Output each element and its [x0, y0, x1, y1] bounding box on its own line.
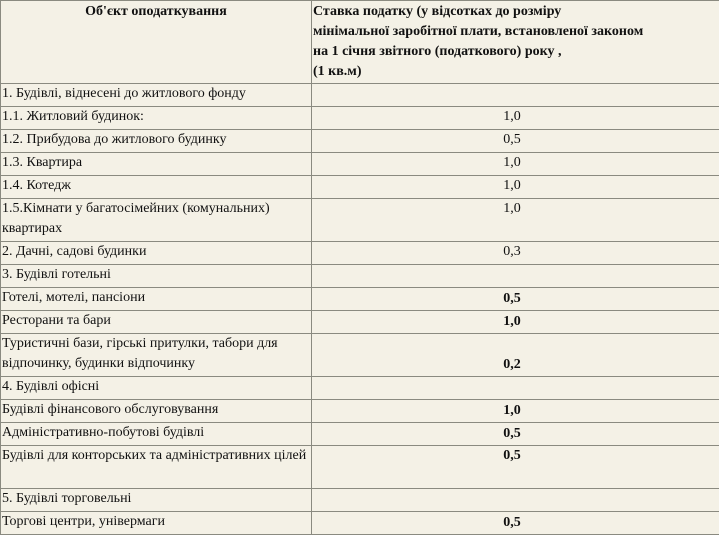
table-row: [1, 84, 719, 107]
rate-header-line: мінімальної заробітної плати, встановленої законом: [313, 22, 718, 42]
rate-value: 0,5: [503, 424, 521, 444]
table-row: [1, 176, 719, 199]
table-row: [1, 288, 719, 311]
table-row: [1, 311, 719, 334]
rate-cell: [312, 377, 719, 400]
rate-cell: [312, 288, 719, 311]
rate-value: 0,5: [503, 130, 521, 150]
rate-cell: [312, 334, 719, 377]
rate-cell: [312, 153, 719, 176]
table-row: [1, 199, 719, 242]
rate-cell: [312, 199, 719, 242]
table-row: [1, 446, 719, 489]
rate-value: 1,0: [503, 176, 521, 196]
table-row: [1, 130, 719, 153]
object-cell: 3. Будівлі готельні: [1, 265, 312, 288]
table-row: [1, 334, 719, 377]
table-row: [1, 489, 719, 512]
rate-value: 1,0: [503, 199, 521, 219]
rate-header-line: Ставка податку (у відсотках до розміру: [313, 2, 718, 22]
object-cell: 4. Будівлі офісні: [1, 377, 312, 400]
object-cell: Готелі, мотелі, пансіони: [1, 288, 312, 311]
object-cell: 1.3. Квартира: [1, 153, 312, 176]
rate-value: 0,5: [503, 513, 521, 533]
object-cell: Адміністративно-побутові будівлі: [1, 423, 312, 446]
rate-value: 1,0: [503, 312, 521, 332]
rate-cell: [312, 512, 719, 535]
rate-cell: [312, 265, 719, 288]
table-row: [1, 153, 719, 176]
rate-cell: [312, 84, 719, 107]
table-row: [1, 400, 719, 423]
object-cell: 1.4. Котедж: [1, 176, 312, 199]
table-row: [1, 377, 719, 400]
rate-header-line: на 1 січня звітного (податкового) року ,: [313, 42, 718, 62]
object-cell: Туристичні бази, гірські притулки, табори для відпочинку, будинки відпочинку: [1, 334, 312, 377]
rate-cell: [312, 400, 719, 423]
object-cell: 1.2. Прибудова до житлового будинку: [1, 130, 312, 153]
table-row: [1, 423, 719, 446]
rate-cell: [312, 423, 719, 446]
object-cell: 1. Будівлі, віднесені до житлового фонду: [1, 84, 312, 107]
rate-value: 1,0: [503, 107, 521, 127]
object-cell: Будівлі для конторських та адміністративних цілей: [1, 446, 312, 489]
table-row: [1, 512, 719, 535]
rate-cell: [312, 489, 719, 512]
object-cell: 5. Будівлі торговельні: [1, 489, 312, 512]
table-header-row: [1, 1, 719, 84]
rate-value: 1,0: [503, 153, 521, 173]
rate-value: 0,5: [503, 289, 521, 309]
column-header-rate: [312, 1, 719, 84]
object-cell: 1.5.Кімнати у багатосімейних (комунальних) квартирах: [1, 199, 312, 242]
table-row: [1, 242, 719, 265]
object-cell: Ресторани та бари: [1, 311, 312, 334]
table-row: [1, 107, 719, 130]
rate-cell: [312, 242, 719, 265]
rate-value: 1,0: [503, 401, 521, 421]
rate-cell: [312, 130, 719, 153]
rate-value: 0,2: [503, 355, 521, 375]
rate-header-line: (1 кв.м): [313, 62, 718, 82]
rate-value: 0,5: [503, 446, 521, 466]
rate-cell: [312, 311, 719, 334]
table-row: [1, 265, 719, 288]
object-cell: 1.1. Житловий будинок:: [1, 107, 312, 130]
rate-cell: [312, 107, 719, 130]
object-cell: Торгові центри, універмаги: [1, 512, 312, 535]
rate-cell: [312, 446, 719, 489]
column-header-object: Об'єкт оподаткування: [1, 1, 312, 84]
object-cell: Будівлі фінансового обслуговування: [1, 400, 312, 423]
object-cell: 2. Дачні, садові будинки: [1, 242, 312, 265]
rate-cell: [312, 176, 719, 199]
rate-value: 0,3: [503, 242, 521, 262]
